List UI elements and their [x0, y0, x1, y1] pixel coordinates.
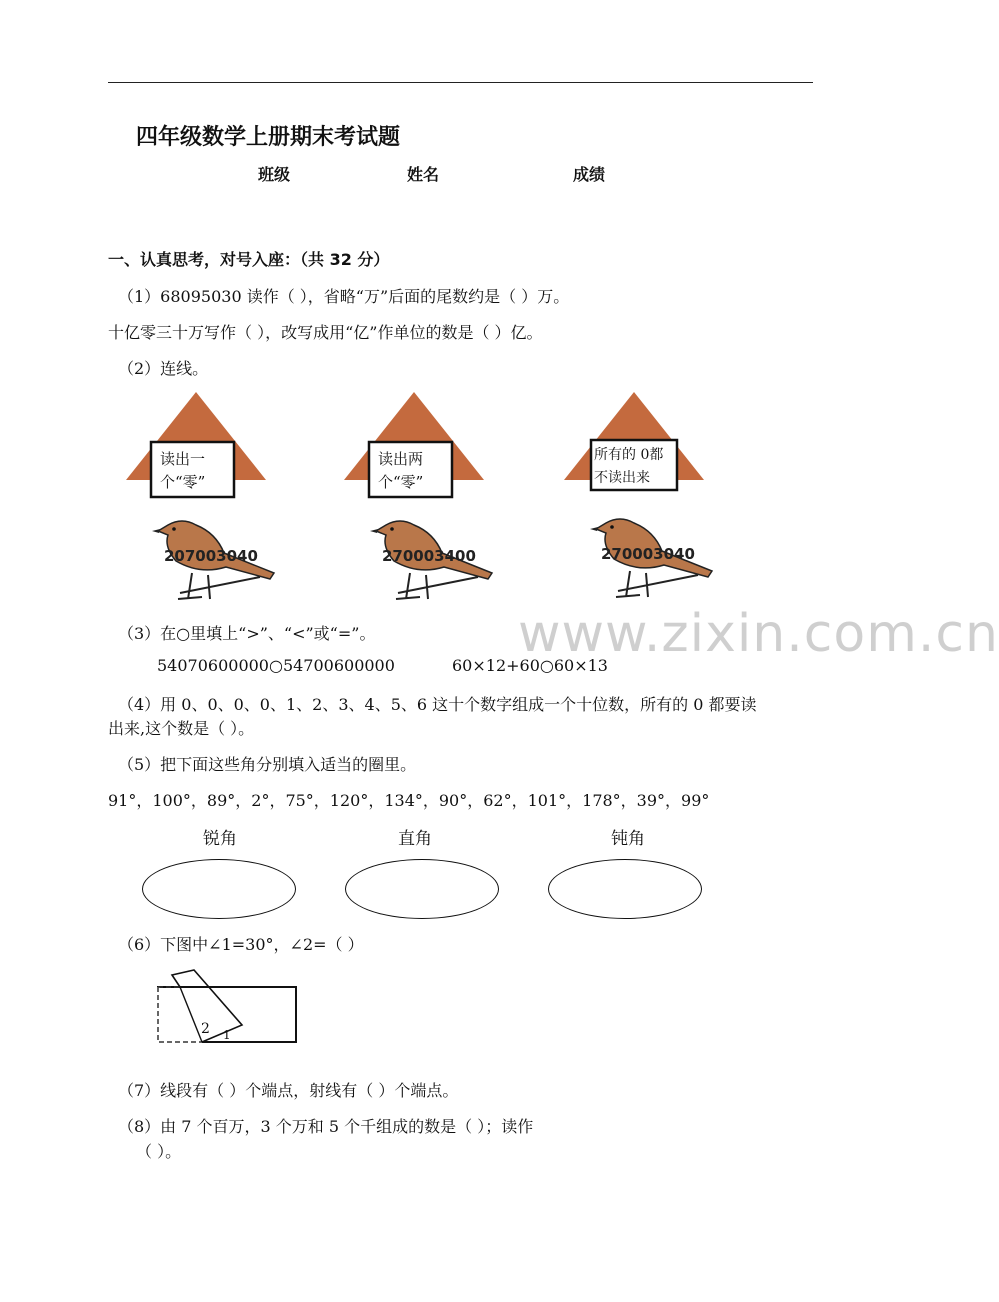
- q6-prompt: （6）下图中∠1=30°，∠2=（ ）: [118, 935, 364, 954]
- sign-3-text: [594, 444, 663, 490]
- fold-line: [180, 987, 202, 1042]
- bird-2-number: 270003400: [382, 547, 476, 565]
- sign-1-line1: 读出一: [160, 450, 206, 468]
- q8-line1: （8）由 7 个百万，3 个万和 5 个千组成的数是（ ）；读作: [118, 1117, 534, 1136]
- obtuse-oval: [548, 859, 702, 919]
- watermark: www.zixin.com.cn: [518, 604, 999, 664]
- page-title: 四年级数学上册期末考试题: [136, 125, 401, 150]
- acute-label: 锐角: [203, 829, 237, 849]
- sign-1-line2: 个“零”: [160, 473, 206, 491]
- right-oval: [345, 859, 499, 919]
- top-rule: [108, 82, 813, 83]
- sign-2-line1: 读出两: [378, 450, 424, 468]
- sign-2-line2: 个“零”: [378, 473, 424, 491]
- q3-expr1: 54070600000○54700600000: [157, 656, 395, 675]
- sign-3-line1: 所有的 0都: [594, 447, 664, 463]
- name-label: 姓名: [407, 165, 440, 184]
- angle-2-label: 2: [201, 1021, 210, 1037]
- class-label: 班级: [258, 165, 291, 184]
- q3-expr2: 60×12+60○60×13: [452, 656, 608, 675]
- sign-2-text: [378, 448, 423, 494]
- q5-prompt: （5）把下面这些角分别填入适当的圈里。: [118, 755, 417, 774]
- bird-3-number: 270003040: [601, 545, 695, 563]
- sign-1-text: [160, 448, 205, 494]
- q5-angles: 91°，100°，89°，2°，75°，120°，134°，90°，62°，101°，178°，39°，99°: [108, 791, 710, 810]
- q7-text: （7）线段有（ ）个端点，射线有（ ）个端点。: [118, 1081, 459, 1100]
- obtuse-label: 钝角: [611, 829, 645, 849]
- q4-line2: 出来,这个数是（ ）。: [108, 719, 255, 738]
- q8-line2: （ ）。: [136, 1142, 182, 1161]
- score-label: 成绩: [573, 165, 606, 184]
- q3-prompt: （3）在○里填上“>”、“<”或“=”。: [118, 624, 376, 643]
- bird-1-number: 207003040: [164, 547, 258, 565]
- original-corner-dashed: [158, 987, 202, 1042]
- right-label: 直角: [398, 829, 432, 849]
- sign-3-line2: 不读出来: [594, 470, 650, 486]
- angle-1-label: 1: [223, 1028, 231, 1042]
- section1-heading: 一、认真思考，对号入座：（共 32 分）: [108, 250, 390, 269]
- q1-line1: （1）68095030 读作（ ），省略“万”后面的尾数约是（ ）万。: [118, 287, 570, 306]
- q1-line2: 十亿零三十万写作（ ），改写成用“亿”作单位的数是（ ）亿。: [108, 323, 543, 342]
- q4-line1: （4）用 0、0、0、0、1、2、3、4、5、6 这十个数字组成一个十位数，所有的 0 都要读: [118, 695, 757, 714]
- q2-prompt: （2）连线。: [118, 359, 209, 378]
- acute-oval: [142, 859, 296, 919]
